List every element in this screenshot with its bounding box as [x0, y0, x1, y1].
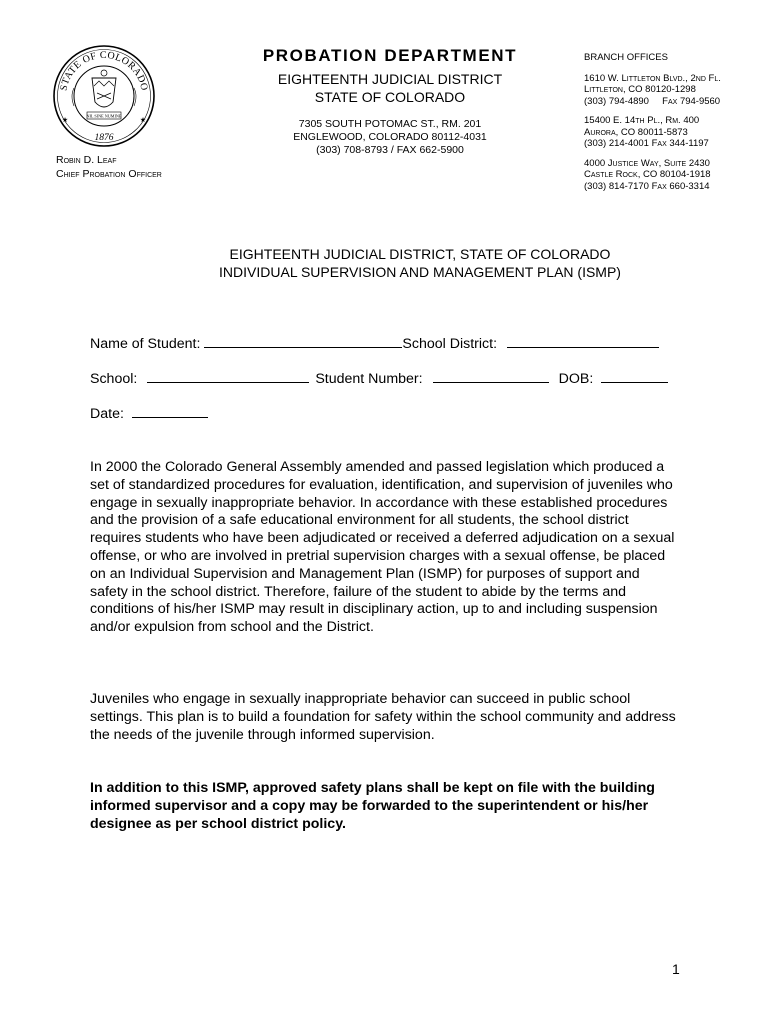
dob-field[interactable] [601, 369, 668, 383]
student-number-field[interactable] [433, 369, 549, 383]
student-number-label: Student Number: [315, 371, 423, 387]
branch-office [584, 73, 759, 108]
student-info-form [90, 334, 690, 439]
date-label: Date: [90, 406, 124, 422]
school-district-label: School District: [402, 336, 498, 352]
branch-office-line: (303) 214-4001 Fax 344-1197 [584, 138, 709, 149]
purpose-paragraph: Juveniles who engage in sexually inappropriate behavior can succeed in public school settings. This plan is to build a foundation for safety within the school community and address the needs of the juvenile through informed supervision. [90, 691, 676, 743]
branch-office [584, 158, 759, 193]
branch-office-line: Littleton, CO 80120-1298 [584, 84, 696, 95]
svg-text:★: ★ [61, 117, 69, 124]
document-title-line1: EIGHTEENTH JUDICIAL DISTRICT, STATE OF COLORADO [229, 246, 611, 262]
seal-year: 1876 [94, 133, 114, 143]
address-line: 7305 SOUTH POTOMAC ST., RM. 201 [298, 118, 482, 130]
address-line: (303) 708-8793 / FAX 662-5900 [316, 144, 464, 156]
chief-officer-block [56, 153, 162, 181]
intro-paragraph: In 2000 the Colorado General Assembly amended and passed legislation which produced a set of standardized procedures for evaluation, identification, and supervision of juveniles who engage in sexually inappropriate behavior. In accordance with these established procedures and the provision of a safe educational environment for all students, the school district requires students who have been adjudicated or received a deferred adjudication on a sexual offense, or who are involved in pretrial supervision charges with a sexual offense, be placed on an Individual Supervision and Management Plan (ISMP) for purposes of support and safety in the school district. Therefore, failure of the student to abide by the terms and conditions of his/her ISMP may result in disciplinary action, up to and including suspension and/or expulsion from school and the District. [90, 459, 675, 636]
safety-plan-paragraph: In addition to this ISMP, approved safety plans shall be kept on file with the building informed supervisor and a copy may be forwarded to the superintendent or his/her designee as per school district policy. [90, 780, 655, 832]
branch-office-line: (303) 794-4890 Fax 794-9560 [584, 95, 721, 107]
name-of-student-field[interactable] [204, 334, 402, 348]
state-seal-logo [52, 44, 156, 148]
seal-motto: NIL SINE NUMINE [86, 113, 122, 119]
page-number: 1 [672, 961, 680, 977]
branch-offices [584, 52, 759, 200]
school-field[interactable] [147, 369, 309, 383]
branch-office-line: 4000 Justice Way, Suite 2430 [584, 157, 710, 169]
branch-office-line: 1610 W. Littleton Blvd., 2nd Fl. [584, 72, 721, 84]
chief-name: Robin D. Leaf [56, 154, 117, 166]
department-header [240, 46, 540, 157]
district-name: EIGHTEENTH JUDICIAL DISTRICT [277, 71, 503, 87]
branch-office-line: (303) 814-7170 Fax 660-3314 [584, 180, 710, 192]
branch-offices-heading: BRANCH OFFICES [584, 52, 668, 63]
branch-office [584, 115, 759, 150]
branch-office-line: Castle Rock, CO 80104-1918 [584, 169, 711, 180]
branch-office-line: Aurora, CO 80011-5873 [584, 126, 688, 138]
name-of-student-label: Name of Student: [90, 336, 201, 352]
address-line: ENGLEWOOD, COLORADO 80112-4031 [293, 131, 487, 143]
date-field[interactable] [132, 404, 208, 418]
svg-text:★: ★ [139, 117, 147, 124]
state-name: STATE OF COLORADO [314, 89, 466, 105]
chief-title: Chief Probation Officer [56, 168, 162, 180]
department-title: PROBATION DEPARTMENT [262, 46, 518, 65]
school-district-field[interactable] [507, 334, 659, 348]
branch-office-line: 15400 E. 14th Pl., Rm. 400 [584, 115, 700, 126]
seal-ring-text: STATE OF COLORADO [58, 49, 150, 92]
dob-label: DOB: [558, 371, 594, 387]
school-label: School: [90, 371, 138, 387]
document-title-line2: INDIVIDUAL SUPERVISION AND MANAGEMENT PLAN (ISMP) [219, 264, 621, 280]
document-title [190, 245, 650, 281]
